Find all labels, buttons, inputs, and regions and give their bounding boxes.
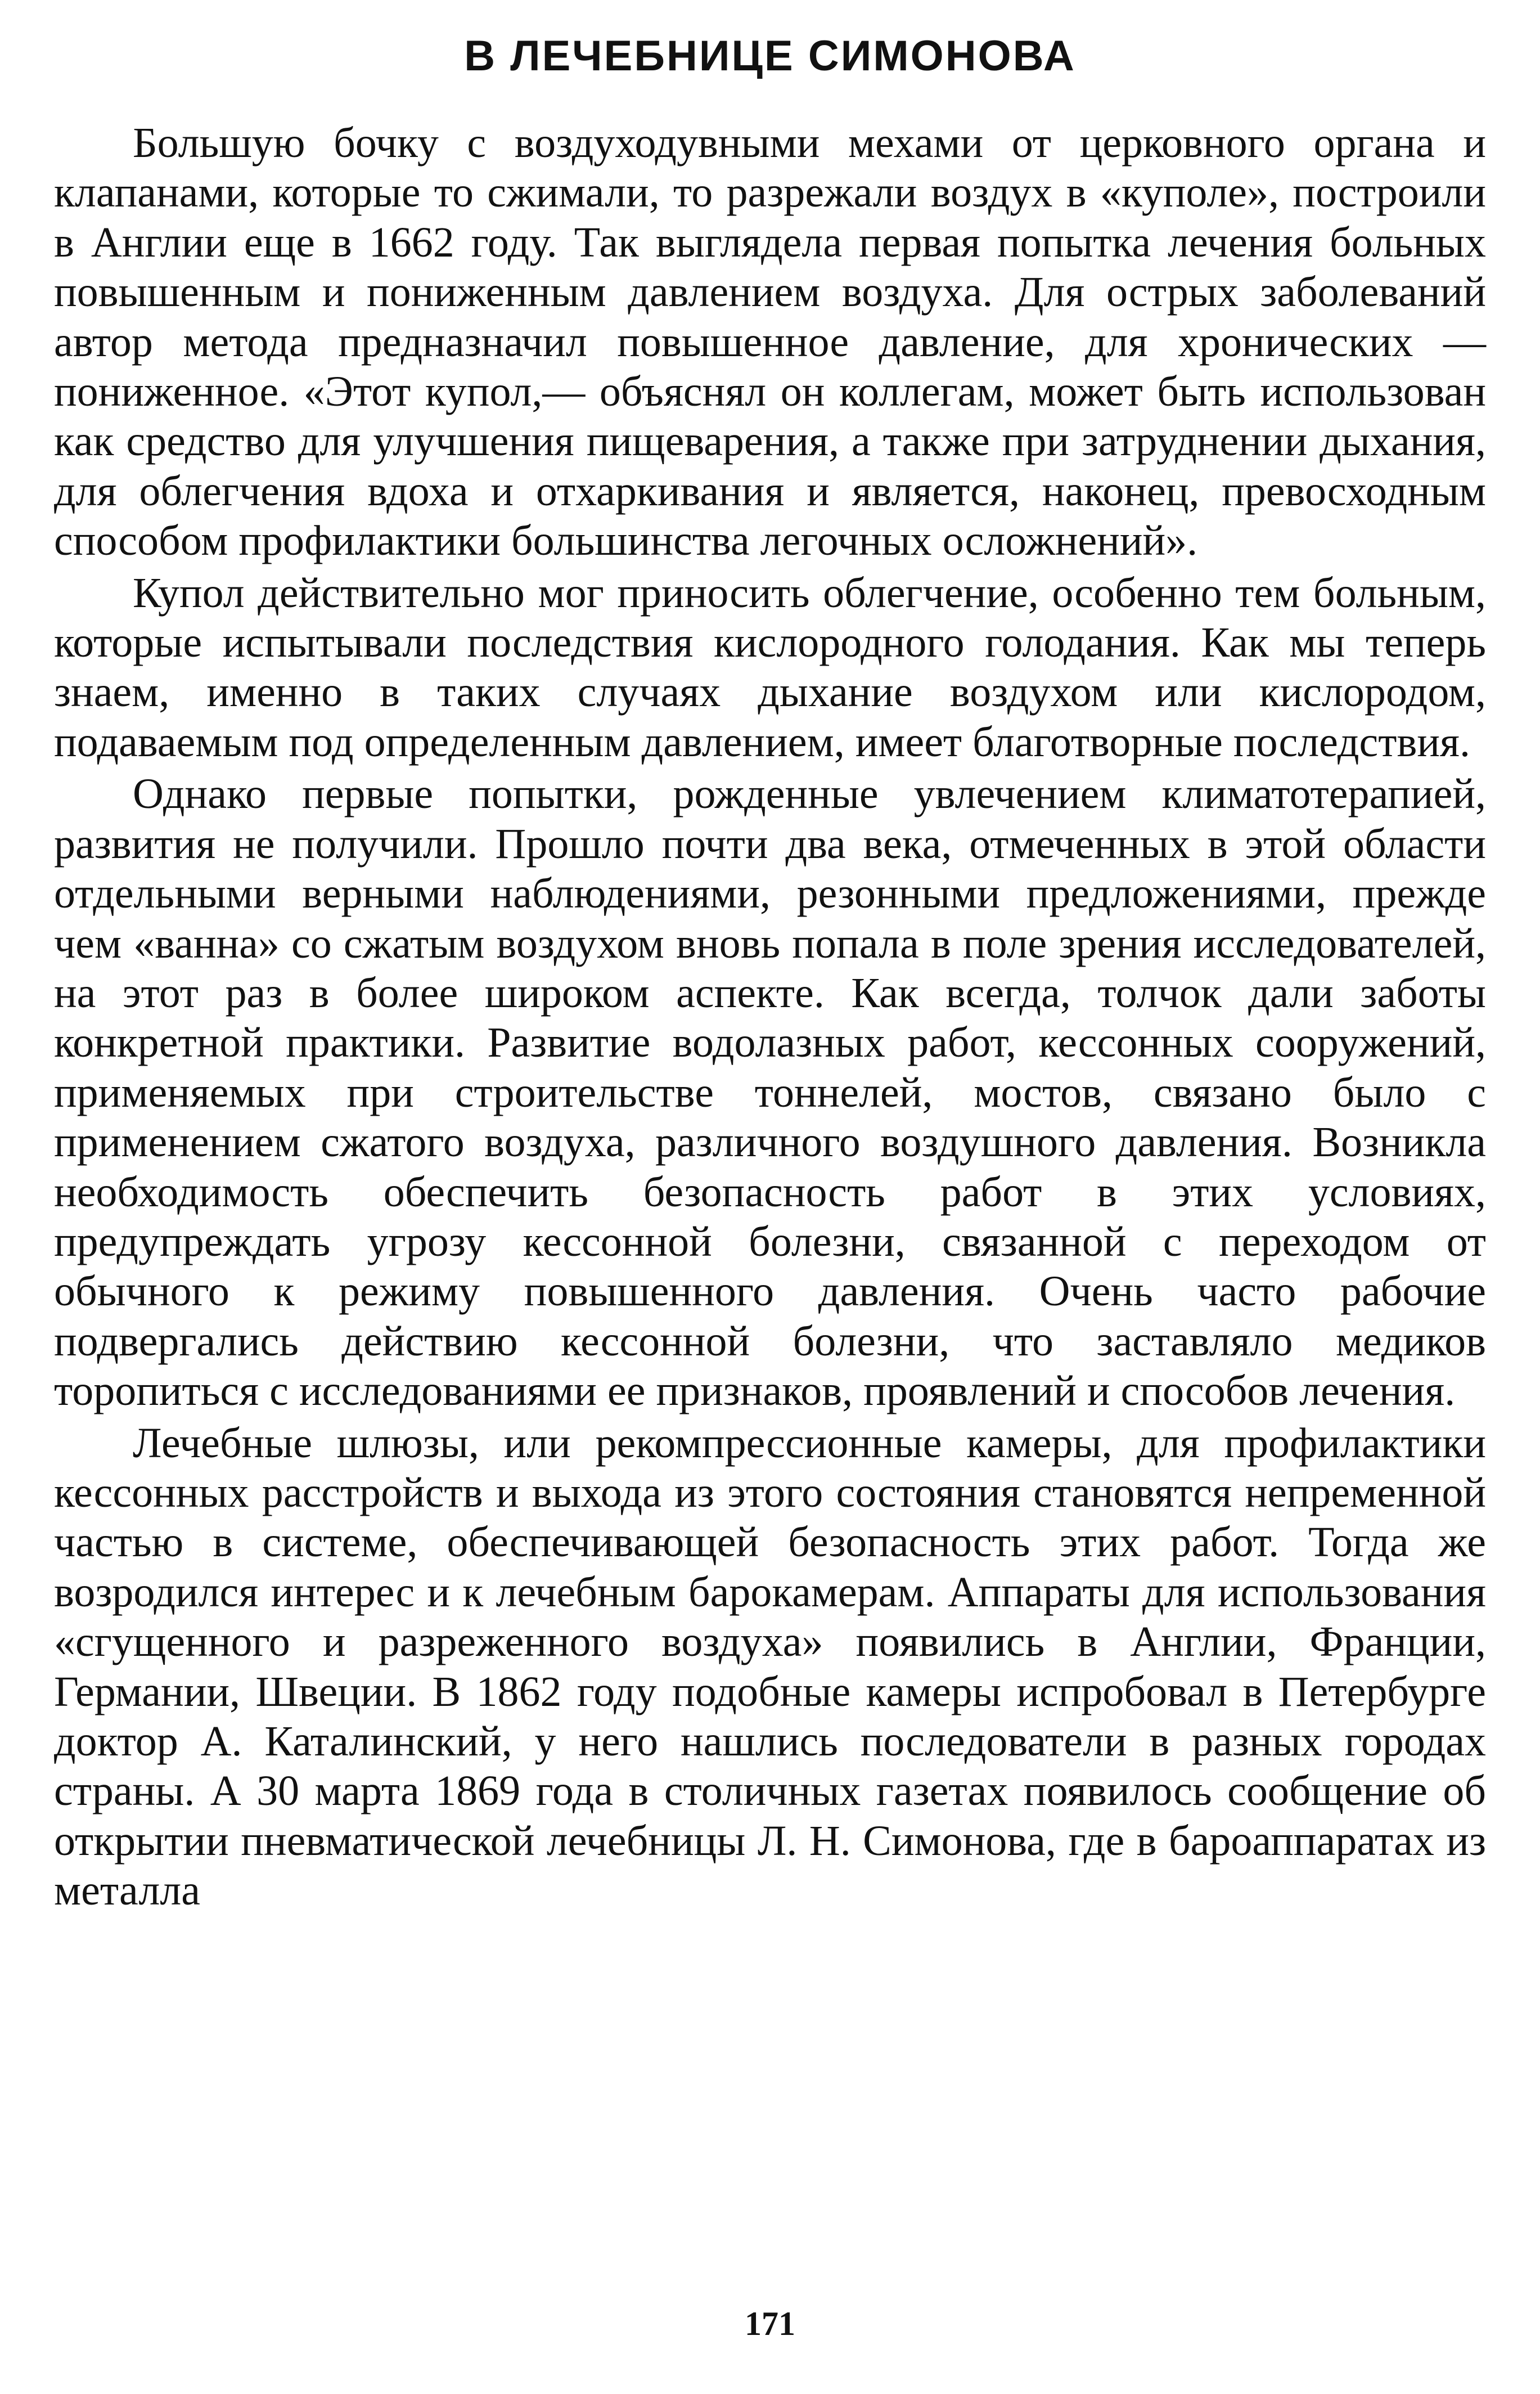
page-number: 171 <box>745 2305 795 2342</box>
paragraph-4: Лечебные шлюзы, или рекомпрессионные камеры, для профилактики кессонных расстройств и выхода из этого состояния становятся непременной частью в системе, обеспечивающей безопасность этих работ. Тогда же возродился интерес и к лечебным барокамерам. Аппараты для использования «сгущенного и разреженного воздуха» появились в Англии, Франции, Германии, Швеции. В 1862 году подобные камеры испробовал в Петербурге доктор А. Каталинский, у него нашлись последователи в разных городах страны. А 30 марта 1869 года в столичных газетах появилось сообщение об открытии пневматической лечебницы Л. Н. Симонова, где в бароаппаратах из металла <box>54 1419 1486 1915</box>
chapter-title: В ЛЕЧЕБНИЦЕ СИМОНОВА <box>464 32 1076 80</box>
paragraph-3: Однако первые попытки, рожденные увлечением климатотерапией, развития не получили. Прошло почти два века, отмеченных в этой области отдельными верными наблюдениями, резонными предложениями, прежде чем «ванна» со сжатым воздухом вновь попала в поле зрения исследователей, на этот раз в более широком аспекте. Как всегда, толчок дали заботы конкретной практики. Развитие водолазных работ, кессонных сооружений, применяемых при строительстве тоннелей, мостов, связано было с применением сжатого воздуха, различного воздушного давления. Возникла необходимость обеспечить безопасность работ в этих условиях, предупреждать угрозу кессонной болезни, связанной с переходом от обычного к режиму повышенного давления. Очень часто рабочие подвергались действию кессонной болезни, что заставляло медиков торопиться с исследованиями ее признаков, проявлений и способов лечения. <box>54 770 1486 1415</box>
book-page <box>54 23 1486 2363</box>
paragraph-2: Купол действительно мог приносить облегчение, особенно тем больным, которые испытывали последствия кислородного голодания. Как мы теперь знаем, именно в таких случаях дыхание воздухом или кислородом, подаваемым под определенным давлением, имеет благотворные последствия. <box>54 569 1486 766</box>
paragraph-1: Большую бочку с воздуходувными мехами от церковного органа и клапанами, которые то сжимали, то разрежали воздух в «куполе», построили в Англии еще в 1662 году. Так выглядела первая попытка лечения больных повышенным и пониженным давлением воздуха. Для острых заболеваний автор метода предназначил повышенное давление, для хронических — пониженное. «Этот купол,— объяснял он коллегам, может быть использован как средство для улучшения пищеварения, а также при затруднении дыхания, для облегчения вдоха и отхаркивания и является, наконец, превосходным способом профилактики большинства легочных осложнений». <box>54 119 1486 565</box>
